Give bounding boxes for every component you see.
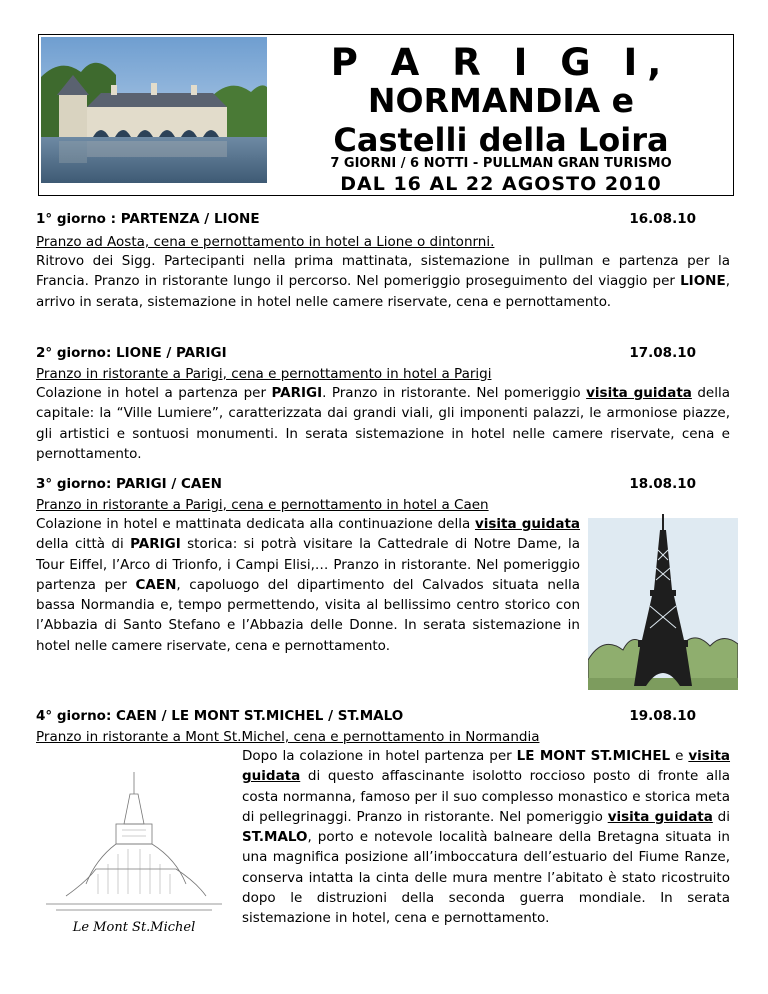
day-4-title: 4° giorno: CAEN / LE MONT ST.MICHEL / ST.MALO xyxy=(36,708,404,724)
day-4-date: 19.08.10 xyxy=(629,708,696,724)
castle-photo xyxy=(41,37,267,183)
day-4-heading xyxy=(36,708,730,724)
day-4-subtitle: Pranzo in ristorante a Mont St.Michel, cena e pernottamento in Normandia xyxy=(36,729,540,745)
title-line-1: P A R I G I, xyxy=(330,41,672,84)
day-3-heading xyxy=(36,476,730,492)
duration-line: 7 GIORNI / 6 NOTTI - PULLMAN GRAN TURISMO xyxy=(330,156,672,171)
title-line-2: NORMANDIA e xyxy=(367,81,635,120)
day-2-date: 17.08.10 xyxy=(629,345,696,361)
dates-line: DAL 16 AL 22 AGOSTO 2010 xyxy=(340,173,662,195)
title-line-3: Castelli della Loira xyxy=(333,121,669,159)
day-1-text: Ritrovo dei Sigg. Partecipanti nella prima mattinata, sistemazione in pullman e partenza per la Francia. Pranzo in ristorante lungo il percorso. Nel pomeriggio proseguimento del viaggio per LIONE, arrivo in serata, sistemazione in hotel nelle camere riservate, cena e pernottamento. xyxy=(36,253,730,310)
day-1-subtitle: Pranzo ad Aosta, cena e pernottamento in hotel a Lione o dintonrni. xyxy=(36,234,495,250)
eiffel-tower-clipart xyxy=(588,510,738,690)
day-2-text: Colazione in hotel a partenza per PARIGI. Pranzo in ristorante. Nel pomeriggio visita guidata della capitale: la “Ville Lumiere”, caratterizzata dai grandi viali, gli imponenti palazzi, le armoniose piazze, gli artistici e sontuosi monumenti. In serata sistemazione in hotel nelle camere riservate, cena e pernottamento. xyxy=(36,385,730,462)
day-4-text: Dopo la colazione in hotel partenza per LE MONT ST.MICHEL e visita guidata di questo affascinante isolotto roccioso posto di fronte alla costa normanna, famoso per il suo complesso monastico e storica meta di pellegrinaggi. Pranzo in ristorante. Nel pomeriggio visita guidata di ST.MALO, porto e notevole località balneare della Bretagna situata in una magnifica posizione all’imboccatura dell’estuario del Fiume Ranze, conserva intatta la cinta delle mura mentre l’abitato è stato ricostruito dopo le distruzioni della seconda guerra mondiale. In serata sistemazione in hotel, cena e pernottamento. xyxy=(242,748,731,927)
day-2-heading xyxy=(36,345,730,361)
day-3-subtitle: Pranzo in ristorante a Parigi, cena e pernottamento in hotel a Caen xyxy=(36,497,489,513)
day-3-text: Colazione in hotel e mattinata dedicata alla continuazione della visita guidata della città di PARIGI storica: si potrà visitare la Cattedrale di Notre Dame, la Tour Eiffel, l’Arco di Trionfo, i Campi Elisi,… Pranzo in ristorante. Nel pomeriggio partenza per CAEN, capoluogo del dipartimento del Calvados situata nella bassa Normandia e, tempo permettendo, visita al bellissimo centro storico con l’Abbazia di Santo Stefano e l’Abbazia delle Donne. In serata sistemazione in hotel nelle camere riservate, cena e pernottamento. xyxy=(36,516,581,654)
day-2-subtitle: Pranzo in ristorante a Parigi, cena e pernottamento in hotel a Parigi xyxy=(36,366,492,382)
header-box xyxy=(38,34,734,196)
mont-caption: Le Mont St.Michel xyxy=(72,920,196,935)
day-1-title: 1° giorno : PARTENZA / LIONE xyxy=(36,211,260,227)
day-3-date: 18.08.10 xyxy=(629,476,696,492)
mont-st-michel-drawing xyxy=(36,764,232,930)
day-1-heading xyxy=(36,211,730,227)
day-2-title: 2° giorno: LIONE / PARIGI xyxy=(36,345,227,361)
day-3-title: 3° giorno: PARIGI / CAEN xyxy=(36,476,222,492)
day-1-date: 16.08.10 xyxy=(629,211,696,227)
